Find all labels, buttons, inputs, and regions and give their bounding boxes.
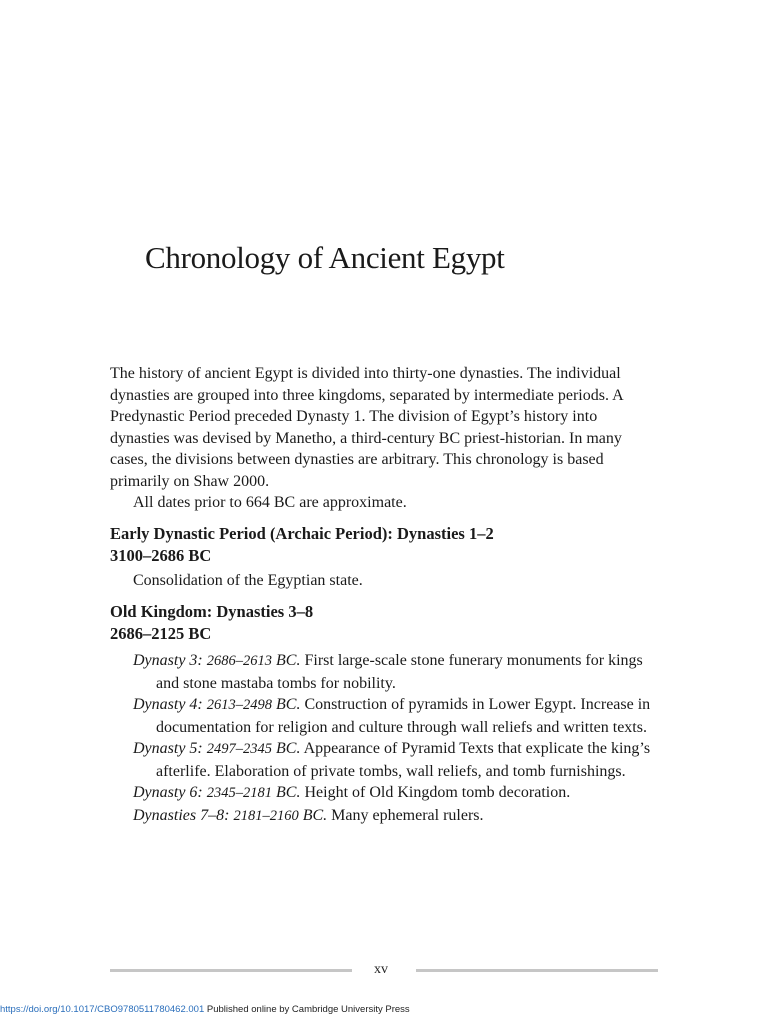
dynasty-range: 2613–2498 xyxy=(206,697,273,713)
publisher-note: Published online by Cambridge University Press xyxy=(206,1004,410,1015)
dynasty-entry xyxy=(133,782,658,805)
dynasty-era: BC. xyxy=(276,696,301,713)
footer-rule-right xyxy=(416,969,658,972)
intro-note: All dates prior to 664 BC are approximate. xyxy=(133,494,407,511)
dynasty-text: First large-scale stone funerary monuments for kings and stone mastaba tombs for nobility. xyxy=(156,652,643,692)
dynasty-entry xyxy=(133,650,658,694)
page-number: xv xyxy=(374,962,388,977)
page-title: Chronology of Ancient Egypt xyxy=(145,240,505,275)
dynasty-label: Dynasty 6: xyxy=(133,784,203,801)
dynasty-label: Dynasty 4: xyxy=(133,696,203,713)
footer-rule-left xyxy=(110,969,352,972)
dynasty-text: Height of Old Kingdom tomb decoration. xyxy=(304,784,571,801)
section-title: Old Kingdom: Dynasties 3–8 xyxy=(110,602,314,621)
dynasty-label: Dynasty 5: xyxy=(133,740,203,757)
dynasty-label: Dynasty 3: xyxy=(133,652,203,669)
dynasty-range: 2686–2613 xyxy=(206,653,273,669)
section-heading-old-kingdom xyxy=(110,601,313,644)
dynasty-label: Dynasties 7–8: xyxy=(133,806,230,824)
dynasty-range: 2345–2181 xyxy=(206,785,273,801)
intro-paragraph: The history of ancient Egypt is divided into thirty-one dynasties. The individual dynasties are grouped into three kingdoms, separated by intermediate periods. A Predynastic Period preceded Dynasty 1. The division of Egypt’s history into dynasties was devised by Manetho, a third-century BC priest-historian. In many cases, the divisions between dynasties are arbitrary. This chronology is based primarily on Shaw 2000. xyxy=(110,365,623,490)
dynasty-era: BC. xyxy=(302,806,328,824)
dynasty-era: BC. xyxy=(276,740,301,757)
intro-text xyxy=(110,363,658,514)
dynasty-entry xyxy=(133,805,658,828)
dynasty-range: 2181–2160 xyxy=(233,807,299,824)
section-heading-early-dynastic xyxy=(110,523,494,566)
section-dates: 3100–2686 BC xyxy=(110,545,212,565)
doi-bar xyxy=(0,1004,410,1015)
doi-link[interactable]: https://doi.org/10.1017/CBO9780511780462.001 xyxy=(0,1004,205,1015)
dynasty-era: BC. xyxy=(276,652,301,669)
dynasty-entry xyxy=(133,738,658,782)
dynasty-list xyxy=(133,650,658,827)
dynasty-text: Construction of pyramids in Lower Egypt. Increase in documentation for religion and culture through wall reliefs and written texts. xyxy=(156,696,651,736)
dynasty-text: Appearance of Pyramid Texts that explicate the king’s afterlife. Elaboration of private tombs, wall reliefs, and tomb furnishings. xyxy=(156,740,651,780)
section-title: Early Dynastic Period (Archaic Period): Dynasties 1–2 xyxy=(110,524,494,543)
dynasty-era: BC. xyxy=(276,784,301,801)
section-body-early-dynastic: Consolidation of the Egyptian state. xyxy=(133,572,363,589)
dynasty-entry xyxy=(133,694,658,738)
dynasty-text: Many ephemeral rulers. xyxy=(331,806,484,824)
section-dates: 2686–2125 BC xyxy=(110,623,212,643)
dynasty-range: 2497–2345 xyxy=(206,741,273,757)
